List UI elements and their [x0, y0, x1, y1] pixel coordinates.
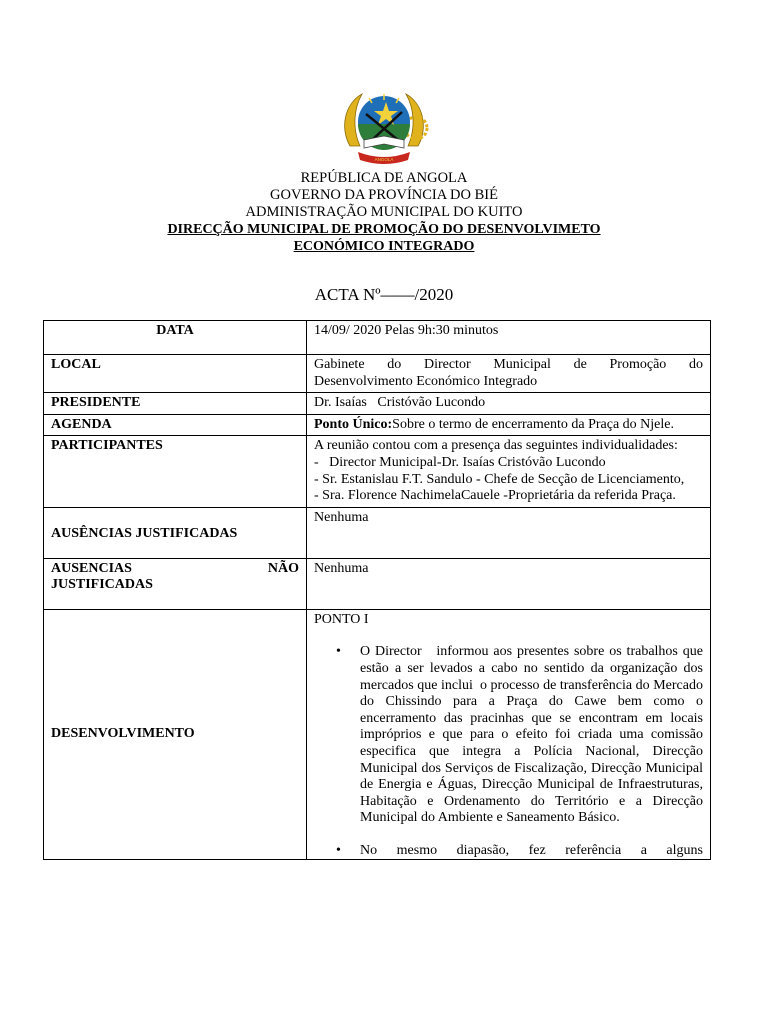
label-ausencias-word: AUSENCIAS	[51, 560, 132, 576]
label-ausencias-nao-justificadas	[44, 558, 307, 609]
value-presidente: Dr. Isaías Cristóvão Lucondo	[307, 393, 711, 415]
label-presidente: PRESIDENTE	[44, 393, 307, 415]
agenda-bold: Ponto Único:	[314, 416, 393, 432]
angola-coat-of-arms-icon	[336, 84, 432, 170]
emblem-ribbon-text: ANGOLA	[374, 157, 394, 162]
value-ausencias-nao-justificadas: Nenhuma	[307, 558, 711, 609]
value-local-line1: Gabinete do Director Municipal de Promoção do	[314, 357, 703, 372]
bullet-item	[314, 644, 707, 827]
label-agenda: AGENDA	[44, 414, 307, 436]
label-justificadas-word: JUSTIFICADAS	[51, 577, 153, 593]
value-local-line2: Desenvolvimento Económico Integrado	[314, 373, 538, 389]
acta-table	[43, 320, 711, 860]
ponto-heading: PONTO I	[314, 611, 369, 627]
header-directorate: DIRECÇÃO MUNICIPAL DE PROMOÇÃO DO DESENVOLVIMETO	[167, 222, 601, 237]
value-local	[307, 355, 711, 393]
agenda-text: Sobre o termo de encerramento da Praça do Njele.	[392, 416, 674, 432]
label-local: LOCAL	[44, 355, 307, 393]
label-desenvolvimento: DESENVOLVIMENTO	[44, 609, 307, 860]
header-government: GOVERNO DA PROVÍNCIA DO BIÉ	[270, 187, 498, 203]
participant-item: - Director Municipal-Dr. Isaías Cristóvão Lucondo	[314, 454, 606, 470]
row-participantes	[44, 436, 711, 507]
header-administration: ADMINISTRAÇÃO MUNICIPAL DO KUITO	[245, 204, 523, 220]
value-data: 14/09/ 2020 Pelas 9h:30 minutos	[307, 321, 711, 355]
label-nao-word: NÃO	[267, 560, 299, 576]
header-directorate-cont: ECONÓMICO INTEGRADO	[293, 239, 475, 254]
header-republic: REPÚBLICA DE ANGOLA	[300, 170, 468, 186]
value-participantes	[307, 436, 711, 507]
bullet-text: O Director informou aos presentes sobre os trabalhos que estão a ser levados a cabo no sentido da organização dos mercados que inclui o processo de transferência do Mercado do Chissindo para a Praça do Cawe bem como o encerramento das pracinhas que se encontram em locais impróprios e que para o efeito foi criada uma comissão especifica que integra a Polícia Nacional, Direcção Municipal dos Serviços de Fiscalização, Direcção Municipal de Energia e Águas, Direcção Municipal de Infraestruturas, Habitação e Ordenamento do Território e a Direcção Municipal do Ambiente e Saneamento Básico.	[360, 644, 707, 826]
value-desenvolvimento	[307, 609, 711, 860]
bullet-item	[314, 843, 703, 860]
bullet-text: No mesmo diapasão, fez referência a alguns	[360, 842, 703, 858]
label-ausencias-justificadas-text: AUSÊNCIAS JUSTIFICADAS	[51, 526, 238, 542]
bullet-icon: •	[336, 842, 341, 858]
document-header	[0, 170, 768, 255]
row-desenvolvimento	[44, 609, 711, 860]
row-local	[44, 355, 711, 393]
label-participantes: PARTICIPANTES	[44, 436, 307, 507]
participantes-intro: A reunião contou com a presença das seguintes individualidades:	[314, 438, 678, 454]
row-ausencias-justificadas	[44, 507, 711, 558]
participant-item: - Sra. Florence NachimelaCauele -Proprietária da referida Praça.	[314, 488, 676, 504]
value-ausencias-justificadas: Nenhuma	[307, 507, 711, 558]
row-presidente	[44, 393, 711, 415]
label-data: DATA	[44, 321, 307, 355]
participant-item: - Sr. Estanislau F.T. Sandulo - Chefe de Secção de Licenciamento,	[314, 471, 685, 487]
value-agenda	[307, 414, 711, 436]
row-data	[44, 321, 711, 355]
row-agenda	[44, 414, 711, 436]
label-ausencias-justificadas	[44, 507, 307, 558]
row-ausencias-nao-justificadas	[44, 558, 711, 609]
acta-title: ACTA Nº——/2020	[314, 285, 454, 304]
bullet-icon: •	[336, 644, 341, 660]
